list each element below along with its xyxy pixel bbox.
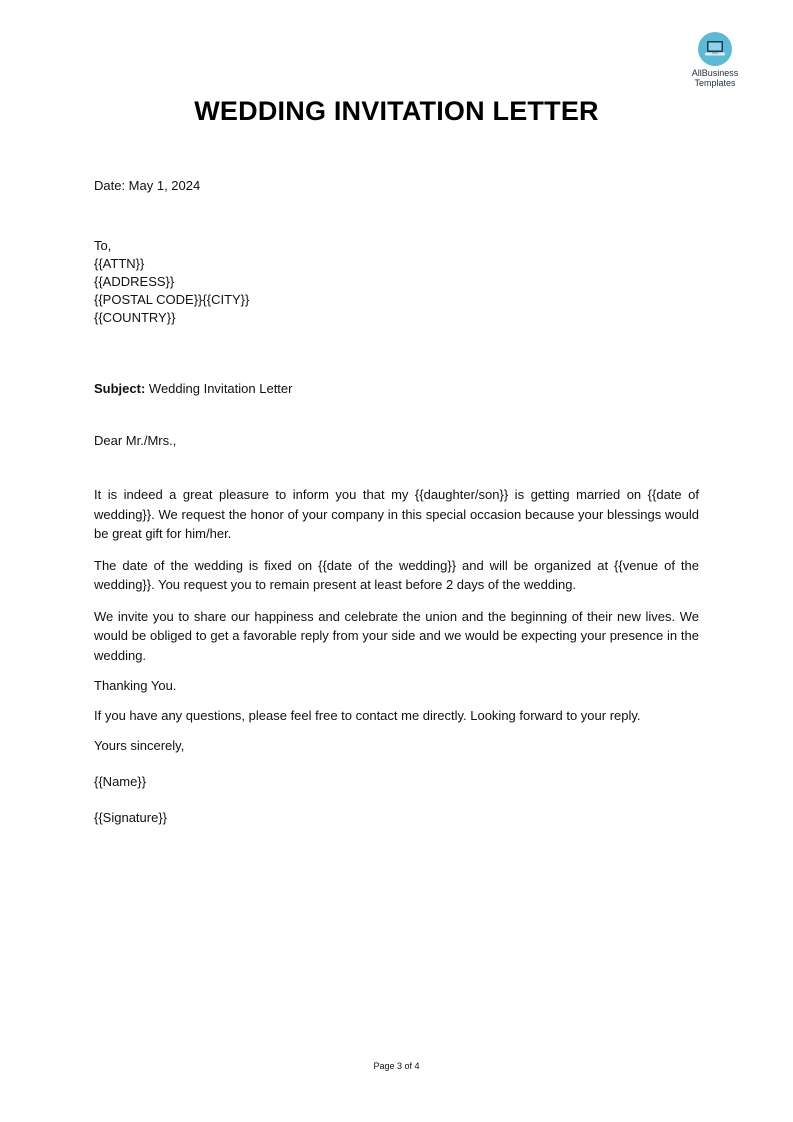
recipient-country: {{COUNTRY}} [94,310,176,325]
letter-title: WEDDING INVITATION LETTER [194,96,599,126]
laptop-icon [698,32,732,66]
thanks-line: Thanking You. [94,678,177,693]
greeting: Dear Mr./Mrs., [94,433,177,448]
recipient-to: To, [94,238,112,253]
recipient-address: {{ADDRESS}} [94,274,175,289]
letter-body [94,485,699,845]
body-paragraph-1: It is indeed a great pleasure to inform you that my {{daughter/son}} is getting married on {{date of wedding}}. We request the honor of your company in this special occasion because your blessings would be great gift for him/her. [94,487,699,541]
page-number-footer: Page 3 of 4 [373,1061,420,1071]
logo-text [682,68,748,88]
recipient-attn: {{ATTN}} [94,256,145,271]
recipient-address-block [94,237,249,327]
logo-line-2: Templates [694,78,736,88]
recipient-postal-city: {{POSTAL CODE}}{{CITY}} [94,292,250,307]
date-line: Date: May 1, 2024 [94,178,201,193]
closing-line: Yours sincerely, [94,738,185,753]
signature-placeholder: {{Signature}} [94,810,168,825]
logo-line-1: AllBusiness [691,68,739,78]
body-paragraph-2: The date of the wedding is fixed on {{date of the wedding}} and will be organized at {{venue of the wedding}}. You request you to remain present at least before 2 days of the wedding. [94,557,699,592]
body-paragraph-3: We invite you to share our happiness and celebrate the union and the beginning of their new lives. We would be obliged to get a favorable reply from your side and we would be expecting your presence in the wedding. [94,608,699,663]
subject-value: Wedding Invitation Letter [145,381,293,396]
name-placeholder: {{Name}} [94,774,147,789]
contact-line: If you have any questions, please feel free to contact me directly. Looking forward to your reply. [94,708,641,723]
subject-line [94,380,292,398]
subject-label: Subject: [94,381,146,396]
allbusiness-templates-logo [682,32,748,88]
